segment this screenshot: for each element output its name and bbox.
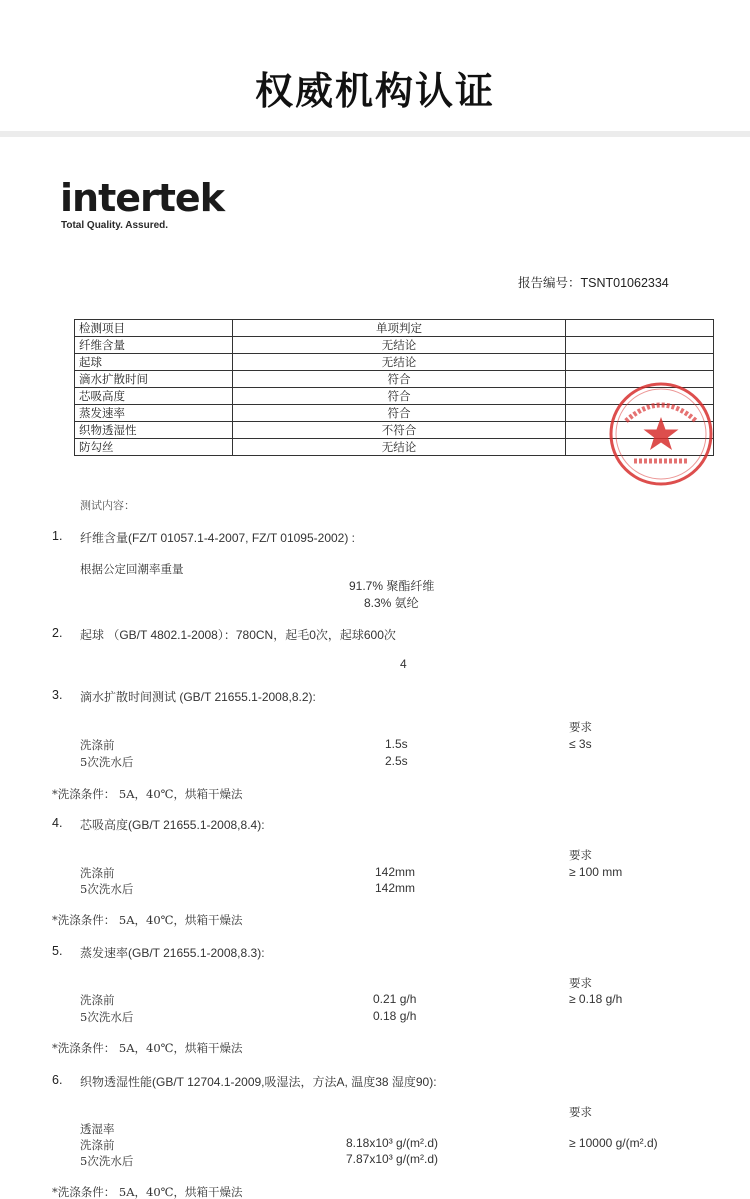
section-6-req-value: ≥ 10000 g/(m².d) <box>569 1136 658 1150</box>
section-3-after-label: 5次洗水后 <box>80 755 134 769</box>
section-6-number: 6. <box>52 1073 63 1087</box>
section-2-number: 2. <box>52 626 63 640</box>
section-1-basis: 根据公定回潮率重量 <box>80 562 184 576</box>
section-6-wash-note: *洗涤条件： 5A，40℃，烘箱干燥法 <box>52 1185 243 1199</box>
section-2-grade: 4 <box>400 657 407 671</box>
section-5-number: 5. <box>52 944 63 958</box>
section-3-number: 3. <box>52 688 63 702</box>
table-cell-item: 织物透湿性 <box>75 422 233 439</box>
section-3-after-value: 2.5s <box>385 754 408 768</box>
section-1-number: 1. <box>52 529 63 543</box>
section-6-before-label: 洗涤前 <box>80 1138 115 1152</box>
table-cell-verdict: 无结论 <box>232 439 565 456</box>
table-cell-item: 滴水扩散时间 <box>75 371 233 388</box>
table-cell-verdict: 符合 <box>232 388 565 405</box>
section-3-before-value: 1.5s <box>385 737 408 751</box>
section-5-wash-note: *洗涤条件： 5A，40℃，烘箱干燥法 <box>52 1041 243 1055</box>
section-5-req-label: 要求 <box>569 976 592 990</box>
table-header-row <box>75 320 714 337</box>
logo-wordmark: intertek <box>60 176 224 220</box>
content-label: 测试内容： <box>80 499 135 512</box>
section-3-wash-note: *洗涤条件： 5A，40℃，烘箱干燥法 <box>52 787 243 801</box>
table-cell-verdict: 符合 <box>232 405 565 422</box>
table-row <box>75 354 714 371</box>
section-1-spandex: 8.3% 氨纶 <box>364 596 419 610</box>
section-5-before-label: 洗涤前 <box>80 993 115 1007</box>
table-cell-verdict: 不符合 <box>232 422 565 439</box>
section-3-before-label: 洗涤前 <box>80 738 115 752</box>
section-6-after-label: 5次洗水后 <box>80 1154 134 1168</box>
section-4-after-label: 5次洗水后 <box>80 882 134 896</box>
intertek-logo <box>60 178 224 231</box>
section-6-rate-label: 透湿率 <box>80 1122 115 1136</box>
section-5-after-value: 0.18 g/h <box>373 1009 417 1023</box>
section-1-polyester: 91.7% 聚酯纤维 <box>349 579 435 593</box>
table-row <box>75 337 714 354</box>
table-cell-verdict: 无结论 <box>232 354 565 371</box>
report-number: 报告编号：TSNT01062334 <box>518 276 669 290</box>
table-cell-item: 防勾丝 <box>75 439 233 456</box>
section-5-req-value: ≥ 0.18 g/h <box>569 992 623 1006</box>
table-cell-extra <box>566 354 714 371</box>
section-5-title: 蒸发速率(GB/T 21655.1-2008,8.3): <box>80 946 265 960</box>
section-6-before-value: 8.18x10³ g/(m².d) <box>346 1136 439 1150</box>
table-header-cell: 检测项目 <box>75 320 233 337</box>
page-title: 权威机构认证 <box>254 69 495 113</box>
section-5-after-label: 5次洗水后 <box>80 1010 134 1024</box>
section-4-before-label: 洗涤前 <box>80 866 115 880</box>
section-3-title: 滴水扩散时间测试 (GB/T 21655.1-2008,8.2): <box>80 690 316 704</box>
section-3-req-label: 要求 <box>569 720 592 734</box>
section-4-title: 芯吸高度(GB/T 21655.1-2008,8.4): <box>80 818 265 832</box>
table-cell-item: 起球 <box>75 354 233 371</box>
section-4-wash-note: *洗涤条件： 5A，40℃，烘箱干燥法 <box>52 913 243 927</box>
section-5-before-value: 0.21 g/h <box>373 992 417 1006</box>
section-6-title: 织物透湿性能(GB/T 12704.1-2009,吸湿法，方法A, 温度38 湿度90): <box>80 1075 437 1089</box>
section-6-req-label: 要求 <box>569 1105 592 1119</box>
logo-tagline: Total Quality. Assured. <box>61 220 169 231</box>
stamp-star-icon <box>644 417 679 450</box>
table-cell-item: 纤维含量 <box>75 337 233 354</box>
table-cell-item: 芯吸高度 <box>75 388 233 405</box>
section-4-number: 4. <box>52 816 63 830</box>
section-2-title: 起球 （GB/T 4802.1-2008）：780CN，起毛0次，起球600次 <box>80 628 396 642</box>
section-4-req-value: ≥ 100 mm <box>569 865 623 879</box>
table-header-cell: 单项判定 <box>232 320 565 337</box>
table-cell-verdict: 无结论 <box>232 337 565 354</box>
table-cell-item: 蒸发速率 <box>75 405 233 422</box>
page-header <box>0 0 750 133</box>
official-seal-stamp <box>608 381 714 487</box>
table-cell-extra <box>566 337 714 354</box>
header-divider <box>0 131 750 137</box>
section-3-req-value: ≤ 3s <box>569 737 592 751</box>
section-1-title: 纤维含量(FZ/T 01057.1-4-2007, FZ/T 01095-2002) : <box>80 531 356 545</box>
section-4-after-value: 142mm <box>375 881 416 895</box>
section-4-req-label: 要求 <box>569 848 592 862</box>
section-6-after-value: 7.87x10³ g/(m².d) <box>346 1152 439 1166</box>
section-4-before-value: 142mm <box>375 865 416 879</box>
table-cell-verdict: 符合 <box>232 371 565 388</box>
table-header-cell <box>566 320 714 337</box>
